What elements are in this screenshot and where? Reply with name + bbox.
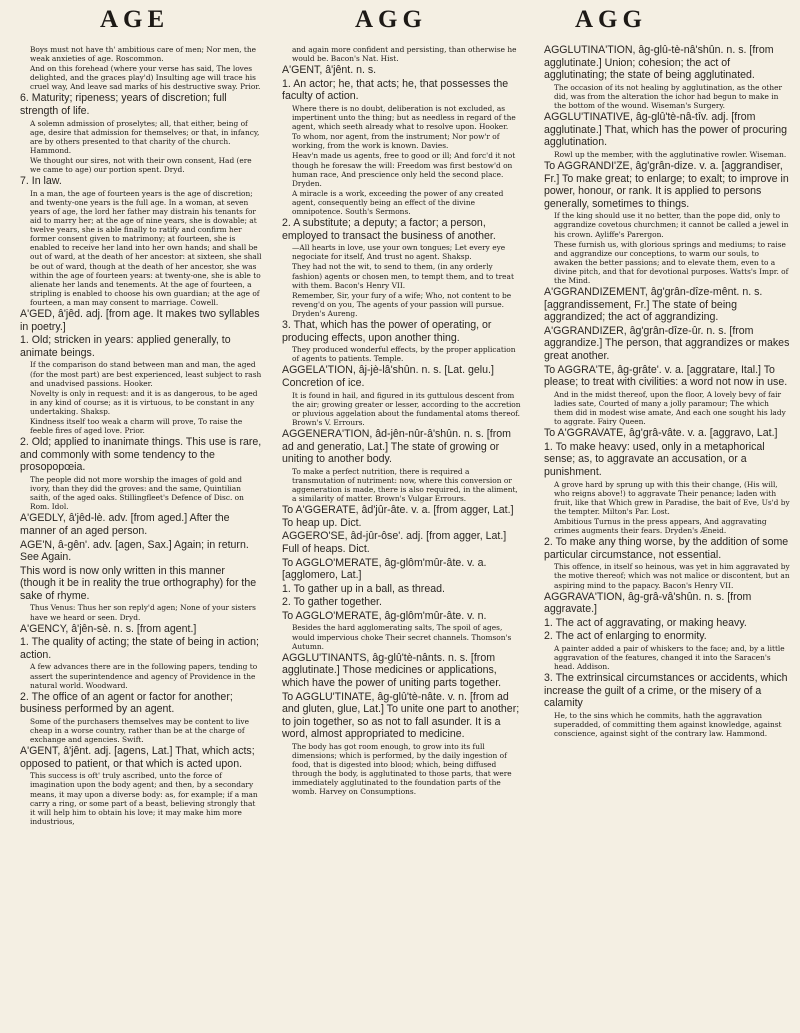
citation-example: They had not the wit, to send to them, (in any orderly fashion) agents or chosen men, to tempt them, and to treat with them. Bacon's Henry VII. (292, 262, 514, 290)
citation-example: Rowl up the member, with the agglutinative rowler. Wiseman. (554, 149, 787, 159)
entry-definition: To AGGRA'TE, âg-grâte'. v. a. [aggratare, Ital.] To please; to treat with civilities: a word not now in use. (544, 363, 788, 389)
citation-example: This offence, in itself so heinous, was yet in him aggravated by the motive thereof; which was not malice or discontent, but an aspiring mind to the papacy. Bacon's Henry VII. (554, 562, 790, 590)
citation-example: We thought our sires, not with their own consent, Had (ere we came to age) our portion spent. Dryd. (30, 156, 252, 175)
entry-definition: AGGLUTINA'TION, âg-glû-tè-nâ'shûn. n. s. [from agglutinate.] Union; cohesion; the act of agglutinating; the state of being agglutinated. (544, 44, 774, 82)
entry-definition: AGGENERA'TION, âd-jên-nûr-â'shûn. n. s. [from ad and generatio, Lat.] The state of growing or uniting to another body. (282, 427, 511, 466)
entry-definition: A'GENT, â'jênt. adj. [agens, Lat.] That, which acts; opposed to patient, or that which is acted upon. (20, 745, 255, 770)
column-2 (282, 44, 524, 1029)
citation-example: Heav'n made us agents, free to good or ill; And forc'd it not though he foresaw the will: Freedom was first bestow'd on human race, And prescience only held the second place. Dryden. (292, 151, 516, 188)
entry-definition: 3. That, which has the power of operating, or producing effects, upon another thing. (282, 319, 492, 344)
entry-definition: AGGLU'TINATIVE, âg-glû'tè-nâ-tîv. adj. [from agglutinate.] That, which has the power of procuring agglutination. (544, 111, 788, 149)
entry-definition: To A'GGERATE, âd'jûr-âte. v. a. [from agger, Lat.] To heap up. Dict. (282, 504, 514, 529)
citation-example: The people did not more worship the images of gold and ivory, than they did the groves: and the same, Quintilian saith, of the aged oaks. Stillingfleet's Defence of Disc. on Rom. Idol. (30, 474, 244, 512)
entry-definition: 6. Maturity; ripeness; years of discretion; full strength of life. (20, 92, 227, 118)
citation-example: A painter added a pair of whiskers to the face; and, by a little aggravation of the features, changed it into the Saracen's head. Addison. (554, 643, 785, 672)
citation-example: To make a perfect nutrition, there is required a transmutation of nutriment: now, where this conversion or aggeneration is made, there is also required, in the aliment, a similarity of matter. Brown's Vulgar Errours. (292, 466, 518, 504)
citation-example: and again more confident and persisting, than otherwise he would be. Bacon's Nat. Hist. (292, 45, 517, 64)
citation-example: A grove hard by sprung up with this their change, (His will, who reigns above!) to aggravate Their penance; laden with fruit, like that Which grew in Paradise, the bait of Eve, Us'd by the tempter. Milton's Par. Lost. (554, 479, 790, 516)
citation-example: If the comparison do stand between man and man, the aged (for the most part) are best experienced, least subject to rash and unadvised passions. Hooker. (30, 360, 262, 388)
entry-definition: AGE'N, â-gên'. adv. [agen, Sax.] Again; in return. See Again. (20, 538, 249, 564)
entry-definition: A'GGRANDIZEMENT, âg'grân-dîze-mênt. n. s. [aggrandissement, Fr.] The state of being aggrandized; the act of aggrandizing. (544, 286, 763, 324)
entry-definition: 1. Old; stricken in years: applied generally, to animate beings. (20, 334, 231, 359)
entry-definition: AGGLU'TINANTS, âg-glû'tè-nânts. n. s. [from agglutinate.] Those medicines or applications, which have the power of uniting parts together. (282, 651, 502, 689)
entry-definition: 7. In law. (20, 175, 62, 188)
citation-example: A miracle is a work, exceeding the power of any created agent, consequently being an effect of the divine omnipotence. South's Sermons. (292, 188, 504, 216)
entry-definition: This word is now only written in this manner (though it be in reality the true orthography) for the sake of rhyme. (20, 564, 257, 602)
entry-definition: To AGGRANDI'ZE, âg'grân-dize. v. a. [aggrandiser, Fr.] To make great; to enlarge; to exalt; to improve in power, honour, or rank. It is applied to persons generally, sometimes to things. (544, 159, 789, 210)
entry-definition: 1. An actor; he, that acts; he, that possesses the faculty of action. (282, 77, 509, 103)
header-right: AGG (575, 6, 647, 33)
column-3 (544, 44, 790, 1029)
citation-example: Novelty is only in request: and it is as dangerous, to be aged in any kind of course; as it is virtuous, to be constant in any undertaking. Shaksp. (30, 388, 258, 416)
citation-example: He, to the sins which he commits, hath the aggravation superadded, of committing them against knowledge, against conscience, against sight of the contrary law. Hammond. (554, 711, 782, 739)
entry-definition: 2. Old; applied to inanimate things. This use is rare, and commonly with some tendency to the prosopopœia. (20, 436, 262, 474)
entry-definition: 2. A substitute; a deputy; a factor; a person, employed to transact the business of another. (282, 217, 496, 242)
entry-definition: 2. The act of enlarging to enormity. (544, 630, 707, 643)
entry-definition: 1. To gather up in a ball, as thread. (282, 582, 445, 595)
citation-example: To whom, nor agent, from the instrument; Nor pow'r of working, from the work is known. Davies. (292, 132, 500, 151)
citation-example: This success is oft' truly ascribed, unto the force of imagination upon the body agent; and then, by a secondary means, it may upon a diverse body: as, for example; if a man carry a ring, or some part of a beast, believing strongly that it will help him to obtain his love; it may make him more industrious, (30, 771, 258, 826)
citation-example: —All hearts in love, use your own tongues; Let every eye negociate for itself, And trust no agent. Shaksp. (292, 243, 506, 262)
citation-example: Boys must not have th' ambitious care of men; Nor men, the weak anxieties of age. Roscommon. (30, 45, 257, 64)
header-left: AGE (100, 6, 170, 33)
citation-example: The body has got room enough, to grow into its full dimensions; which is performed, by the daily ingestion of food, that is digested into blood; which, being diffused through the body, is agglutinated to those parts, that were immediately agglutinated to the foundation parts of the womb. Harvey on Consumptions. (292, 741, 512, 797)
citation-example: If the king should use it no better, than the pope did, only to aggrandize covetous churchmen; it cannot be called a jewel in his crown. Ayliffe's Parergon. (554, 211, 789, 239)
citation-example: They produced wonderful effects, by the proper application of agents to patients. Temple. (292, 345, 516, 364)
running-heads (0, 6, 800, 36)
entry-definition: 1. To make heavy: used, only in a metaphorical sense; as, to aggravate an accusation, or a punishment. (544, 440, 765, 478)
citation-example: These furnish us, with glorious springs and mediums; to raise and aggrandize our conceptions, to warm our souls, to awaken the better passions; and to elevate them, even to a divine pitch, and that for devotional purposes. Watts's Impr. of the Mind. (554, 239, 789, 285)
citation-example: Where there is no doubt, deliberation is not excluded, as impertinent unto the thing; but as needless in regard of the agent, which seeth already what to resolve upon. Hooker. (292, 103, 516, 132)
citation-example: Besides the hard agglomerating salts, The spoil of ages, would impervious choke Their secret channels. Thomson's Autumn. (292, 623, 512, 651)
header-center: AGG (355, 6, 427, 33)
entry-definition: 1. The act of aggravating, or making heavy. (544, 616, 747, 629)
entry-definition: To A'GGRAVATE, âg'grâ-vâte. v. a. [aggravo, Lat.] (544, 427, 778, 440)
column-1 (20, 44, 262, 1029)
citation-example: Ambitious Turnus in the press appears, And aggravating crimes augments their fears. Dryden's Æneid. (554, 516, 767, 536)
citation-example: Thus Venus: Thus her son reply'd agen; None of your sisters have we heard or seen. Dryd. (30, 603, 256, 622)
entry-definition: A'GEDLY, â'jêd-lè. adv. [from aged.] After the manner of an aged person. (20, 512, 230, 537)
entry-definition: A'GENT, â'jênt. n. s. (282, 64, 377, 77)
citation-example: And on this forehead (where your verse has said, The loves delighted, and the graces play'd) Insulting age will trace his cruel way, And leave sad marks of his destructive sway. Prior. (30, 64, 261, 92)
entry-definition: 2. To make any thing worse, by the addition of some particular circumstance, not essential. (544, 536, 789, 561)
entry-definition: AGGERO'SE, âd-jûr-ôse'. adj. [from agger, Lat.] Full of heaps. Dict. (282, 530, 507, 555)
citation-example: The occasion of its not healing by agglutination, as the other did, was from the alteration the ichor had begun to make in the bottom of the wound. Wiseman's Surgery. (554, 82, 782, 110)
entry-definition: To AGGLO'MERATE, âg-glôm'mûr-âte. v. a. [agglomero, Lat.] (282, 556, 487, 582)
entry-definition: A'GED, â'jêd. adj. [from age. It makes two syllables in poetry.] (20, 308, 260, 333)
citation-example: A solemn admission of proselytes; all, that either, being of age, desire that admission for themselves; or that, in infancy, are by others presented to that charity of the church. Hammond. (30, 118, 260, 155)
entry-definition: 2. To gather together. (282, 596, 382, 609)
entry-definition: 2. The office of an agent or factor for another; business performed by an agent. (20, 690, 233, 716)
entry-definition: To AGGLU'TINATE, âg-glû'tè-nâte. v. n. [from ad and gluten, glue, Lat.] To unite one part to another; to join together, so as not to fall asunder. It is a word, almost appropriated to medicine. (282, 690, 520, 741)
citation-example: It is found in hail, and figured in its guttulous descent from the air; growing greater or lesser, according to the accretion or pluvious aggelation about the fundamental atoms thereof. Brown's V. Errours. (292, 390, 521, 427)
citation-example: A few advances there are in the following papers, tending to assert the superintendence and agency of Providence in the natural world. Woodward. (30, 662, 258, 690)
entry-definition: A'GENCY, â'jên-sè. n. s. [from agent.] (20, 622, 197, 635)
citation-example: And in the midst thereof, upon the floor, A lovely bevy of fair ladies sate, Courted of many a jolly paramour; The which them did in modest wise amate, And each one sought his lady to aggrate. Fairy Queen. (554, 389, 786, 427)
citation-example: In a man, the age of fourteen years is the age of discretion; and twenty-one years is the full age. In a woman, at seven years of age, the lord her father may distrain his tenants for aid to marry her; at the age of nine years, she is dowable; at twelve years, she is able finally to ratify and confirm her former consent given to matrimony; at fourteen, she is enabled to receive her land into her own hands; and shall be out of ward, at the death of her ancestor: at sixteen, she shall be out of ward, though at the death of her ancestor, she was within the age of fourteen years: at twenty-one, she is able to alienate her lands and tenements. At the age of fourteen, a stripling is enabled to choose his own guardian; at the age of fourteen, a man may consent to marriage. Cowell. (30, 188, 262, 307)
entry-definition: AGGRAVA'TION, âg-grâ-vâ'shûn. n. s. [from aggravate.] (544, 590, 752, 616)
entry-definition: AGGELA'TION, âj-jè-lâ'shûn. n. s. [Lat. gelu.] Concretion of ice. (282, 364, 494, 389)
citation-example: Remember, Sir, your fury of a wife; Who, not content to be reveng'd on you, The agents of your passion will pursue. Dryden's Aureng. (292, 290, 512, 318)
entry-definition: 3. The extrinsical circumstances or accidents, which increase the guilt of a crime, or the misery of a calamity (544, 672, 788, 710)
entry-definition: 1. The quality of acting; the state of being in action; action. (20, 636, 259, 661)
entry-definition: A'GGRANDIZER, âg'grân-dîze-ûr. n. s. [from aggrandize.] The person, that aggrandizes or makes great another. (544, 324, 790, 363)
citation-example: Some of the purchasers themselves may be content to live cheap in a worse country, rather than be at the charge of exchange and agencies. Swift. (30, 716, 249, 745)
entry-definition: To AGGLO'MERATE, âg-glôm'mûr-âte. v. n. (282, 609, 487, 622)
citation-example: Kindness itself too weak a charm will prove, To raise the feeble fires of aged love. Prior. (30, 416, 243, 436)
